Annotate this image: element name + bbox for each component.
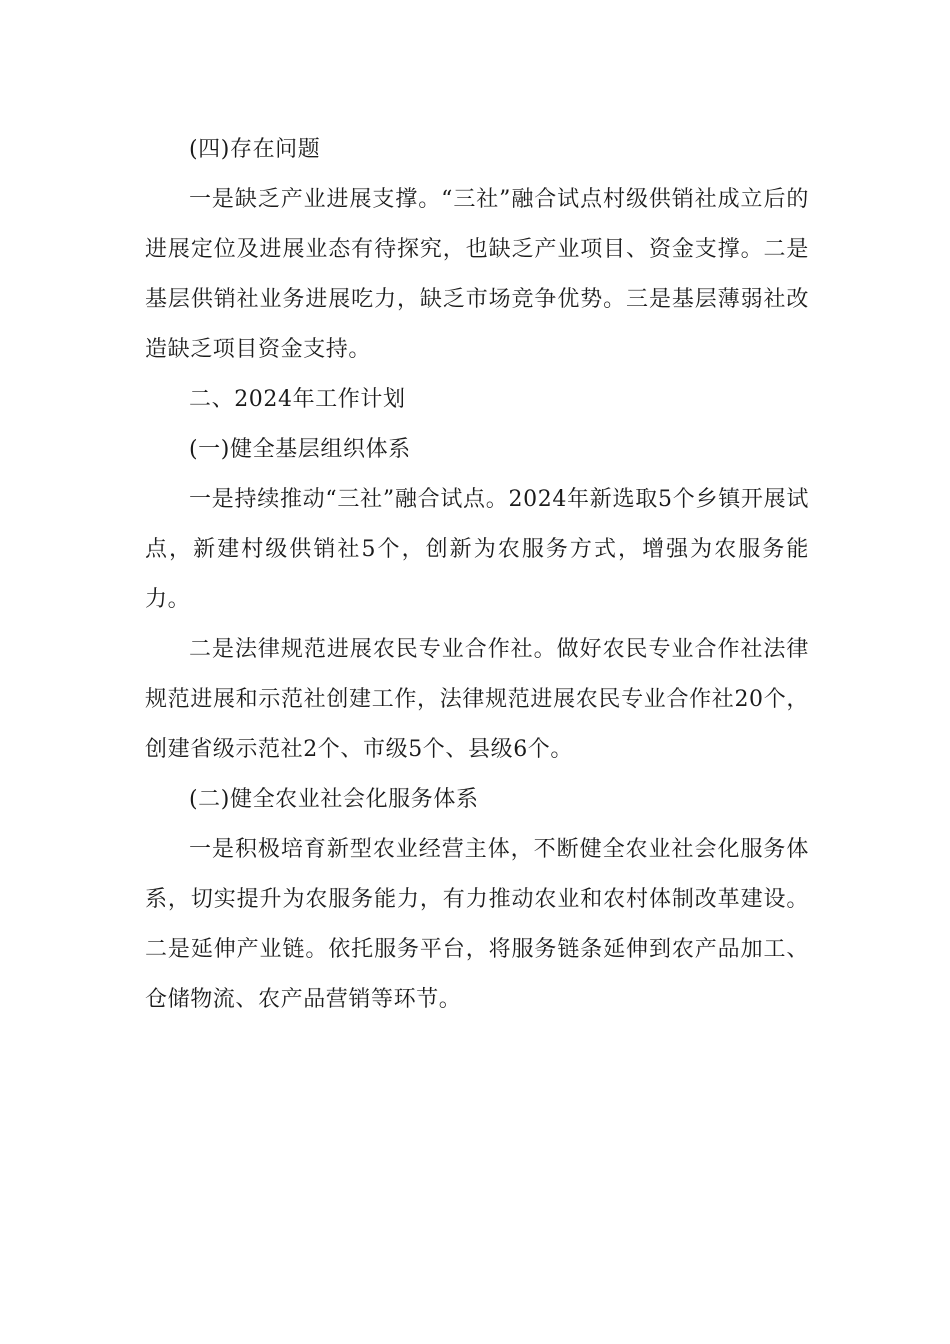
subsection-heading-service-system: (二)健全农业社会化服务体系	[189, 787, 479, 812]
subsection-heading-organization-system: (一)健全基层组织体系	[189, 437, 411, 462]
paragraph-service-system: 一是积极培育新型农业经营主体，不断健全农业社会化服务体系，切实提升为农服务能力，有力推动农业和农村体制改革建设。二是延伸产业链。依托服务平台，将服务链条延伸到农产品加工、仓储物流、农产品营销等环节。	[145, 837, 809, 1012]
paragraph-problems: 一是缺乏产业进展支撑。“三社”融合试点村级供销社成立后的进展定位及进展业态有待探究，也缺乏产业项目、资金支撑。二是基层供销社业务进展吃力，缺乏市场竞争优势。三是基层薄弱社改造缺乏项目资金支持。	[145, 187, 809, 362]
section-heading-existing-problems: (四)存在问题	[189, 137, 321, 162]
document-body	[145, 125, 809, 1025]
paragraph-pilot-promotion: 一是持续推动“三社”融合试点。2024年新选取5个乡镇开展试点，新建村级供销社5个，创新为农服务方式，增强为农服务能力。	[145, 487, 809, 612]
paragraph-cooperatives: 二是法律规范进展农民专业合作社。做好农民专业合作社法律规范进展和示范社创建工作，法律规范进展农民专业合作社20个，创建省级示范社2个、市级5个、县级6个。	[145, 637, 809, 762]
section-heading-work-plan: 二、2024年工作计划	[189, 387, 406, 412]
